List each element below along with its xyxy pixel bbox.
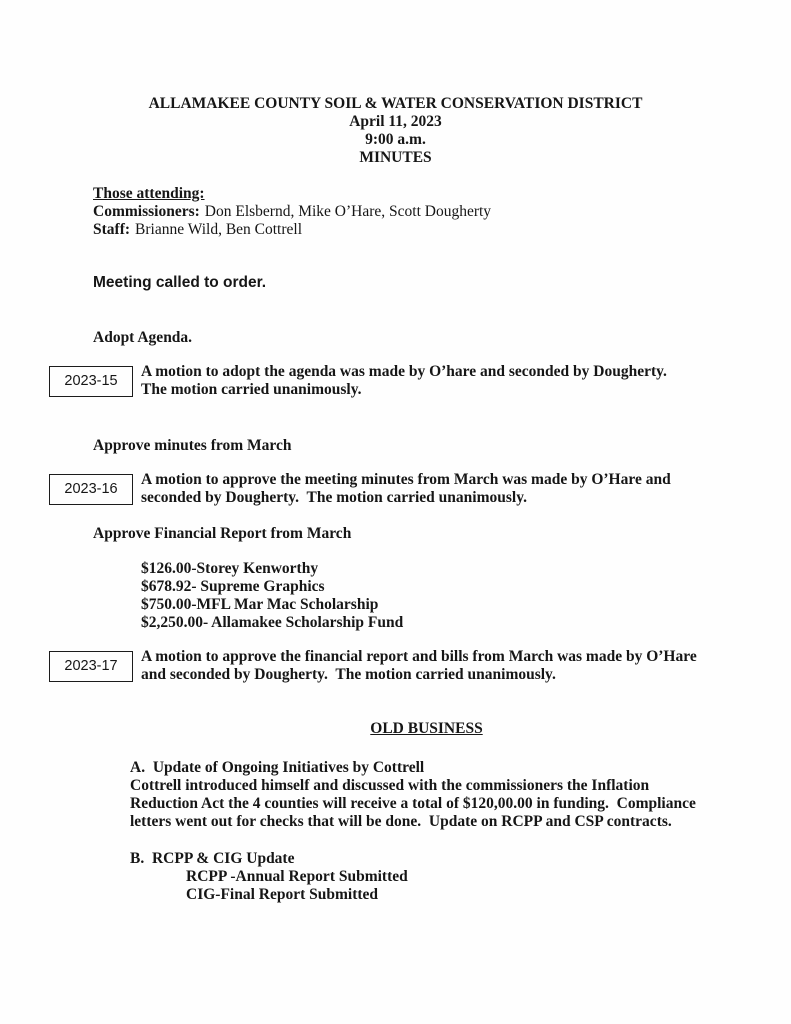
motion-text-line: A motion to approve the financial report and bills from March was made by O’Hare xyxy=(141,648,697,665)
title-block xyxy=(0,95,791,167)
motion-text-line: A motion to approve the meeting minutes from March was made by O’Hare and xyxy=(141,471,671,488)
commissioners-label: Commissioners: xyxy=(93,203,200,220)
attendance-heading: Those attending: xyxy=(93,185,205,202)
document-date: April 11, 2023 xyxy=(349,113,442,130)
adopt-agenda-heading: Adopt Agenda. xyxy=(93,329,193,346)
motion-row-2023-16 xyxy=(49,471,791,507)
approve-minutes-heading: Approve minutes from March xyxy=(93,437,292,454)
old-business-heading-text: OLD BUSINESS xyxy=(370,720,483,737)
staff-line xyxy=(93,221,791,239)
motion-text-line: seconded by Dougherty. The motion carried unanimously. xyxy=(141,489,527,506)
document-type-label: MINUTES xyxy=(359,149,432,166)
motion-text-line: The motion carried unanimously. xyxy=(141,381,362,398)
motion-text-line: and seconded by Dougherty. The motion carried unanimously. xyxy=(141,666,556,683)
bill-item: $750.00-MFL Mar Mac Scholarship xyxy=(141,596,379,613)
section-a xyxy=(130,759,791,831)
section-a-text-line: letters went out for checks that will be done. Update on RCPP and CSP contracts. xyxy=(130,813,672,830)
bills-list xyxy=(141,560,791,632)
commissioners-names: Don Elsbernd, Mike O’Hare, Scott Dougherty xyxy=(204,203,492,220)
commissioners-line xyxy=(93,203,791,221)
bill-item: $678.92- Supreme Graphics xyxy=(141,578,325,595)
section-b-item: CIG-Final Report Submitted xyxy=(186,886,379,903)
motion-row-2023-15 xyxy=(49,363,791,399)
section-a-heading: A. Update of Ongoing Initiatives by Cottrell xyxy=(130,759,425,776)
section-b-heading: B. RCPP & CIG Update xyxy=(130,850,295,867)
document-time: 9:00 a.m. xyxy=(365,131,426,148)
motion-text xyxy=(141,363,667,399)
section-a-text-line: Cottrell introduced himself and discussed with the commissioners the Inflation xyxy=(130,777,650,794)
staff-label: Staff: xyxy=(93,221,131,238)
call-to-order-line: Meeting called to order. xyxy=(93,274,267,291)
motion-text-line: A motion to adopt the agenda was made by O’hare and seconded by Dougherty. xyxy=(141,363,667,380)
section-b-item: RCPP -Annual Report Submitted xyxy=(186,868,408,885)
section-a-text-line: Reduction Act the 4 counties will receive a total of $120,00.00 in funding. Compliance xyxy=(130,795,696,812)
motion-text xyxy=(141,648,697,684)
document-title: ALLAMAKEE COUNTY SOIL & WATER CONSERVATION DISTRICT xyxy=(148,95,643,112)
section-b xyxy=(130,850,791,904)
bill-item: $2,250.00- Allamakee Scholarship Fund xyxy=(141,614,404,631)
old-business-section-heading xyxy=(93,720,760,738)
motion-number-box: 2023-16 xyxy=(49,474,133,505)
motion-number-box: 2023-17 xyxy=(49,651,133,682)
motion-number-box: 2023-15 xyxy=(49,366,133,397)
bill-item: $126.00-Storey Kenworthy xyxy=(141,560,319,577)
motion-text xyxy=(141,471,671,507)
motion-row-2023-17 xyxy=(49,648,791,684)
attendance-section xyxy=(93,185,791,239)
staff-names: Brianne Wild, Ben Cottrell xyxy=(135,221,303,238)
approve-financial-heading: Approve Financial Report from March xyxy=(93,525,352,542)
